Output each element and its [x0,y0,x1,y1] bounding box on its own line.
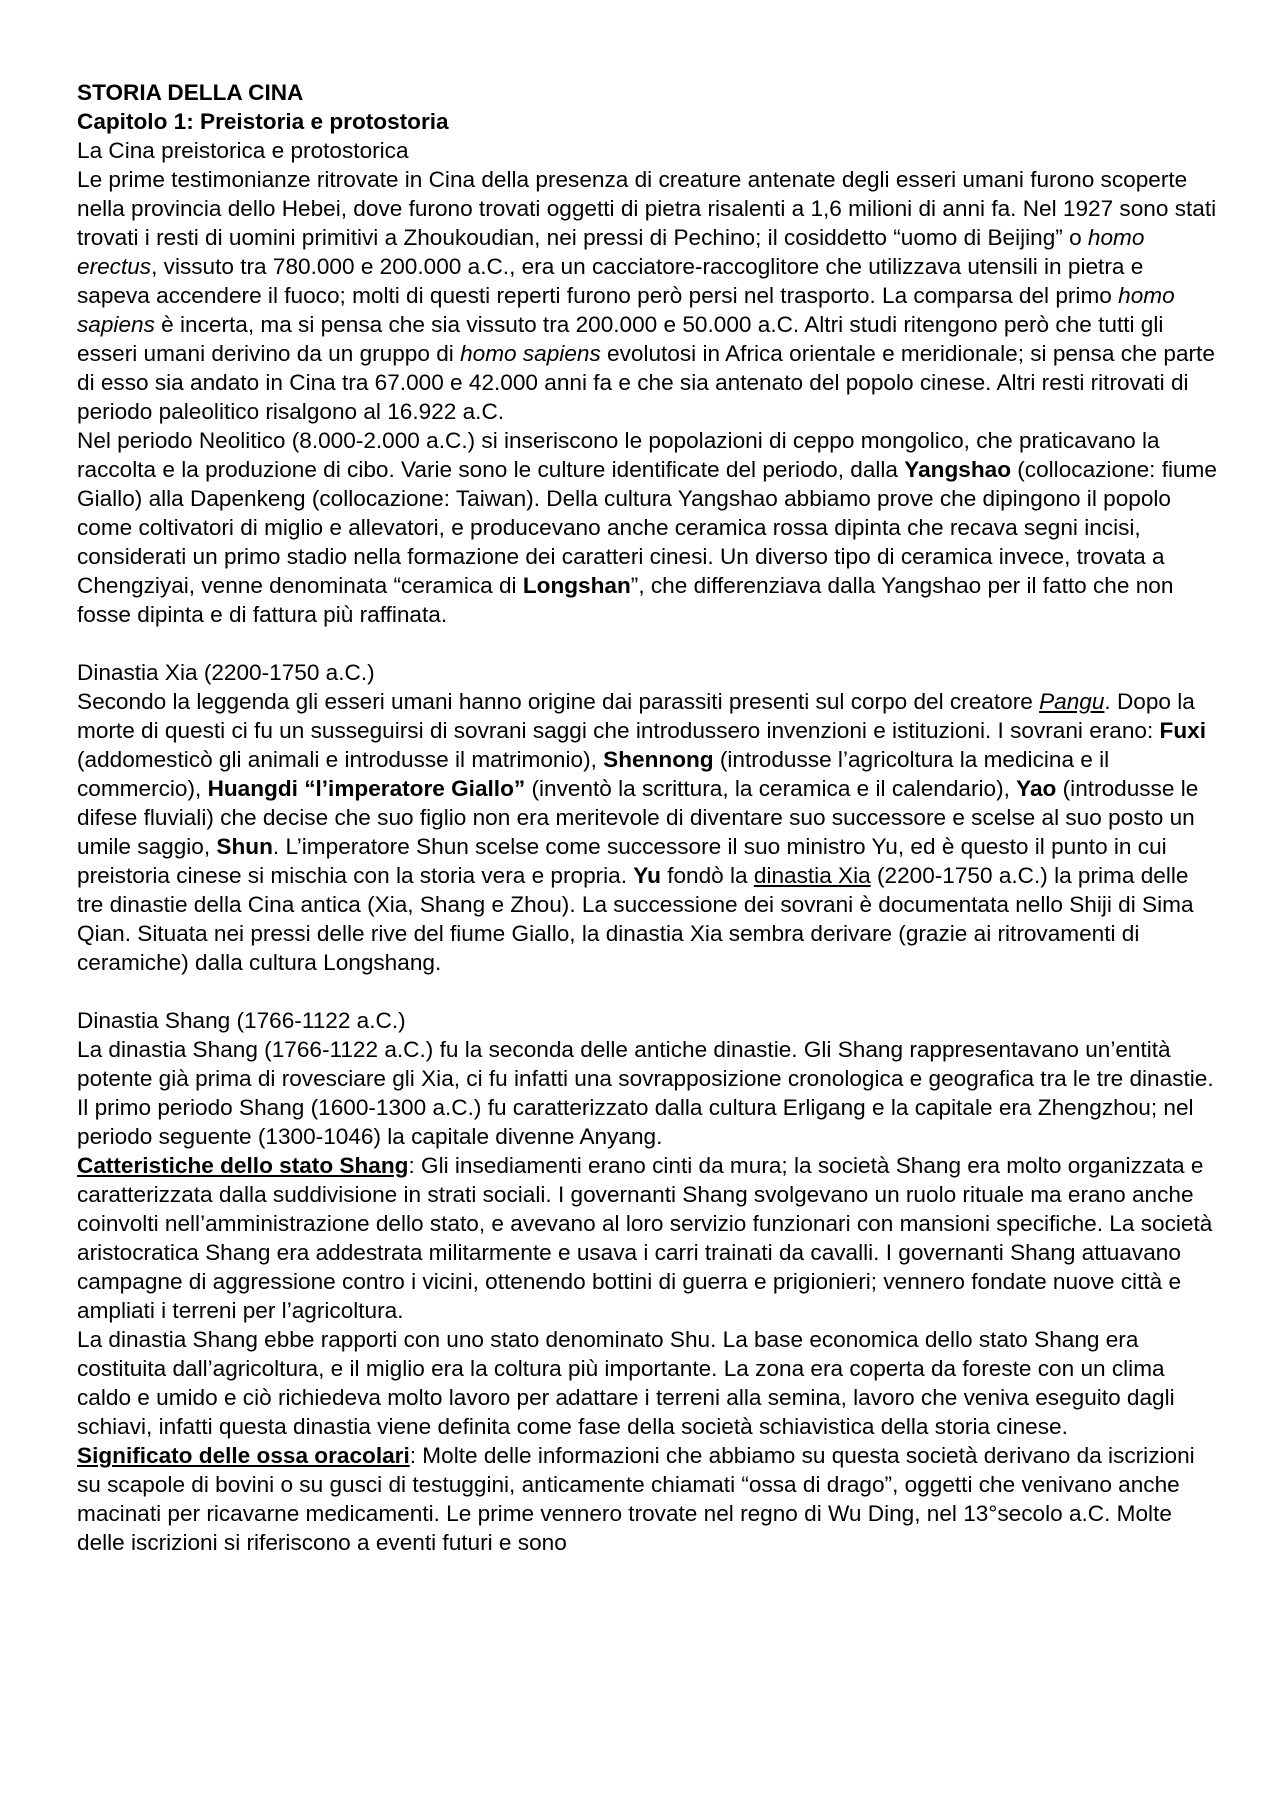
document-title: STORIA DELLA CINA [77,80,304,105]
paragraph-shang-economy: La dinastia Shang ebbe rapporti con uno stato denominato Shu. La base economica dello stato Shang era costituita dall’agricoltura, e il miglio era la coltura più importante. La zona era coperta da foreste con un clima caldo e umido e ciò richiedeva molto lavoro per adattare i terreni alla semina, lavoro che veniva eseguito dagli schiavi, infatti questa dinastia viene definita come fase della società schiavistica della storia cinese. [77,1327,1175,1439]
paragraph-shang-intro: La dinastia Shang (1766-1122 a.C.) fu la seconda delle antiche dinastie. Gli Shang rappresentavano un’entità potente già prima di rovesciare gli Xia, ci fu infatti una sovrapposizione cronologica e geografica tra le tre dinastie. Il primo periodo Shang (1600-1300 a.C.) fu caratterizzato dalla cultura Erligang e la capitale era Zhengzhou; nel periodo seguente (1300-1046) la capitale divenne Anyang. [77,1037,1214,1149]
chapter-heading: Capitolo 1: Preistoria e protostoria [77,109,449,134]
paragraph-neolithic: Nel periodo Neolitico (8.000-2.000 a.C.) si inseriscono le popolazioni di ceppo mongolico, che praticavano la raccolta e la produzione di cibo. Varie sono le culture identificate del periodo, dalla Yangshao (collocazione: fiume Giallo) alla Dapenkeng (collocazione: Taiwan). Della cultura Yangshao abbiamo prove che dipingono il popolo come coltivatori di miglio e allevatori, e producevano anche ceramica rossa dipinta che recava segni incisi, considerati un primo stadio nella formazione dei caratteri cinesi. Un diverso tipo di ceramica invece, trovata a Chengziyai, venne denominata “ceramica di Longshan”, che differenziava dalla Yangshao per il fatto che non fosse dipinta e di fattura più raffinata. [77,428,1217,627]
document-body [77,78,1217,1557]
section-heading-shang: Dinastia Shang (1766-1122 a.C.) [77,1008,406,1033]
blank-line [77,629,1217,658]
paragraph-shang-characteristics: Catteristiche dello stato Shang: Gli insediamenti erano cinti da mura; la società Shang era molto organizzata e caratterizzata dalla suddivisione in strati sociali. I governanti Shang svolgevano un ruolo rituale ma erano anche coinvolti nell’amministrazione dello stato, e avevano al loro servizio funzionari con mansioni specifiche. La società aristocratica Shang era addestrata militarmente e usava i carri trainati da cavalli. I governanti Shang attuavano campagne di aggressione contro i vicini, ottenendo bottini di guerra e prigionieri; vennero fondate nuove città e ampliati i terreni per l’agricoltura. [77,1153,1213,1323]
section-heading-xia: Dinastia Xia (2200-1750 a.C.) [77,660,375,685]
blank-line [77,977,1217,1006]
paragraph-xia: Secondo la leggenda gli esseri umani hanno origine dai parassiti presenti sul corpo del creatore Pangu. Dopo la morte di questi ci fu un susseguirsi di sovrani saggi che introdussero invenzioni e istituzioni. I sovrani erano: Fuxi (addomesticò gli animali e introdusse il matrimonio), Shennong (introdusse l’agricoltura la medicina e il commercio), Huangdi “l’imperatore Giallo” (inventò la scrittura, la ceramica e il calendario), Yao (introdusse le difese fluviali) che decise che suo figlio non era meritevole di diventare suo successore e scelse al suo posto un umile saggio, Shun. L’imperatore Shun scelse come successore il suo ministro Yu, ed è questo il punto in cui preistoria cinese si mischia con la storia vera e propria. Yu fondò la dinastia Xia (2200-1750 a.C.) la prima delle tre dinastie della Cina antica (Xia, Shang e Zhou). La successione dei sovrani è documentata nello Shiji di Sima Qian. Situata nei pressi delle rive del fiume Giallo, la dinastia Xia sembra derivare (grazie ai ritrovamenti di ceramiche) dalla cultura Longshang. [77,689,1206,975]
section-heading-prehistory: La Cina preistorica e protostorica [77,138,409,163]
paragraph-oracle-bones: Significato delle ossa oracolari: Molte delle informazioni che abbiamo su questa società derivano da iscrizioni su scapole di bovini o su gusci di testuggini, anticamente chiamati “ossa di drago”, oggetti che venivano anche macinati per ricavarne medicamenti. Le prime vennero trovate nel regno di Wu Ding, nel 13°secolo a.C. Molte delle iscrizioni si riferiscono a eventi futuri e sono [77,1443,1195,1555]
paragraph-prehistory: Le prime testimonianze ritrovate in Cina della presenza di creature antenate degli esseri umani furono scoperte nella provincia dello Hebei, dove furono trovati oggetti di pietra risalenti a 1,6 milioni di anni fa. Nel 1927 sono stati trovati i resti di uomini primitivi a Zhoukoudian, nei pressi di Pechino; il cosiddetto “uomo di Beijing” o homo erectus, vissuto tra 780.000 e 200.000 a.C., era un cacciatore-raccoglitore che utilizzava utensili in pietra e sapeva accendere il fuoco; molti di questi reperti furono però persi nel trasporto. La comparsa del primo homo sapiens è incerta, ma si pensa che sia vissuto tra 200.000 e 50.000 a.C. Altri studi ritengono però che tutti gli esseri umani derivino da un gruppo di homo sapiens evolutosi in Africa orientale e meridionale; si pensa che parte di esso sia andato in Cina tra 67.000 e 42.000 anni fa e che sia antenato del popolo cinese. Altri resti ritrovati di periodo paleolitico risalgono al 16.922 a.C. [77,167,1217,424]
